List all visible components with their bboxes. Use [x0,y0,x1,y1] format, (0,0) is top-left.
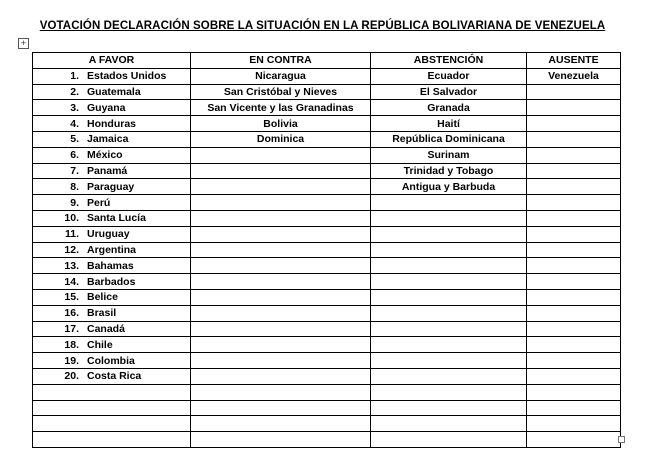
cell-ausente [527,131,621,147]
table-row [33,258,621,274]
cell-en-contra [191,384,371,400]
row-number: 16. [64,307,79,320]
cell-a-favor [33,195,191,211]
cell-en-contra [191,147,371,163]
row-number: 19. [64,354,79,367]
cell-ausente [527,258,621,274]
cell-ausente: Venezuela [527,68,621,84]
cell-ausente [527,432,621,448]
country-name: Chile [87,338,113,351]
cell-a-favor [33,68,191,84]
cell-ausente [527,274,621,290]
cell-en-contra [191,258,371,274]
cell-a-favor [33,258,191,274]
cell-a-favor [33,84,191,100]
cell-abstencion: Trinidad y Tobago [371,163,527,179]
row-number: 20. [64,370,79,383]
cell-en-contra [191,337,371,353]
cell-abstencion: Granada [371,100,527,116]
cell-en-contra [191,289,371,305]
cell-abstencion [371,337,527,353]
cell-en-contra: San Cristóbal y Nieves [191,84,371,100]
country-name: Bahamas [87,259,134,272]
cell-a-favor [33,368,191,384]
cell-a-favor [33,432,191,448]
row-number: 6. [70,149,79,162]
cell-abstencion [371,210,527,226]
cell-ausente [527,305,621,321]
cell-a-favor [33,147,191,163]
table-row [33,337,621,353]
cell-a-favor [33,337,191,353]
cell-abstencion: Surinam [371,147,527,163]
header-en-contra: EN CONTRA [191,53,371,69]
resize-handle[interactable] [618,436,625,443]
row-number: 13. [64,259,79,272]
cell-abstencion [371,432,527,448]
cell-a-favor [33,163,191,179]
cell-abstencion [371,305,527,321]
row-number: 4. [70,117,79,130]
table-row [33,100,621,116]
cell-abstencion [371,384,527,400]
country-name: Canadá [87,322,125,335]
cell-en-contra [191,195,371,211]
country-name: Panamá [87,164,128,177]
cell-ausente [527,195,621,211]
row-number: 8. [70,180,79,193]
cell-abstencion: Ecuador [371,68,527,84]
country-name: Santa Lucía [87,212,146,225]
cell-en-contra [191,353,371,369]
cell-a-favor [33,353,191,369]
cell-a-favor [33,305,191,321]
cell-en-contra: Bolivia [191,116,371,132]
cell-a-favor [33,289,191,305]
cell-ausente [527,116,621,132]
table-row [33,368,621,384]
row-number: 9. [70,196,79,209]
row-number: 2. [70,85,79,98]
cell-abstencion [371,274,527,290]
row-number: 7. [70,164,79,177]
cell-en-contra [191,226,371,242]
table-row [33,432,621,448]
header-a-favor: A FAVOR [33,53,191,69]
table-row [33,163,621,179]
cell-a-favor [33,384,191,400]
country-name: Argentina [87,243,137,256]
row-number: 3. [70,101,79,114]
cell-a-favor [33,274,191,290]
cell-abstencion [371,368,527,384]
cell-abstencion [371,195,527,211]
cell-ausente [527,242,621,258]
cell-ausente [527,289,621,305]
table-row [33,147,621,163]
row-number: 5. [70,133,79,146]
table-row [33,131,621,147]
cell-en-contra [191,163,371,179]
cell-abstencion: El Salvador [371,84,527,100]
row-number: 18. [64,338,79,351]
cell-a-favor [33,116,191,132]
cell-a-favor [33,321,191,337]
document-title: VOTACIÓN DECLARACIÓN SOBRE LA SITUACIÓN EN LA REPÚBLICA BOLIVARIANA DE VENEZUELA [39,20,606,32]
table-row [33,400,621,416]
cell-abstencion [371,242,527,258]
country-name: Paraguay [87,180,135,193]
cell-a-favor [33,100,191,116]
table-row [33,210,621,226]
cell-abstencion: República Dominicana [371,131,527,147]
cell-a-favor [33,131,191,147]
cell-abstencion [371,289,527,305]
country-name: Honduras [87,117,137,130]
header-ausente: AUSENTE [527,53,621,69]
cell-ausente [527,337,621,353]
country-name: Guyana [87,101,126,114]
row-number: 17. [64,322,79,335]
cell-a-favor [33,400,191,416]
cell-en-contra [191,432,371,448]
cell-abstencion [371,416,527,432]
country-name: Uruguay [87,228,130,241]
cell-ausente [527,100,621,116]
cell-ausente [527,163,621,179]
table-row [33,289,621,305]
cell-a-favor [33,179,191,195]
table-row [33,353,621,369]
cell-abstencion [371,353,527,369]
cell-ausente [527,321,621,337]
table-row [33,321,621,337]
cell-ausente [527,226,621,242]
country-name: Belice [87,291,118,304]
cell-abstencion [371,321,527,337]
country-name: Brasil [87,307,117,320]
country-name: Colombia [87,354,135,367]
cell-abstencion [371,400,527,416]
row-number: 14. [64,275,79,288]
cell-a-favor [33,210,191,226]
country-name: México [87,149,123,162]
country-name: Perú [87,196,111,209]
table-row [33,242,621,258]
row-number: 11. [64,228,79,241]
cell-en-contra [191,368,371,384]
table-row [33,416,621,432]
cell-a-favor [33,226,191,242]
header-row [33,53,621,69]
table-row [33,195,621,211]
table-row [33,226,621,242]
cell-ausente [527,147,621,163]
cell-en-contra [191,305,371,321]
cell-a-favor [33,242,191,258]
cell-ausente [527,210,621,226]
table-row [33,68,621,84]
cell-en-contra: San Vicente y las Granadinas [191,100,371,116]
votes-table [32,52,621,448]
cell-en-contra [191,274,371,290]
table-row [33,384,621,400]
table-row [33,116,621,132]
cell-ausente [527,353,621,369]
cell-ausente [527,416,621,432]
cell-ausente [527,84,621,100]
cell-en-contra [191,400,371,416]
cell-en-contra [191,210,371,226]
cell-ausente [527,179,621,195]
row-number: 1. [70,70,79,83]
cell-en-contra [191,321,371,337]
move-handle-icon[interactable]: + [18,38,29,49]
table-row [33,179,621,195]
table-row [33,305,621,321]
cell-ausente [527,400,621,416]
cell-abstencion: Antigua y Barbuda [371,179,527,195]
country-name: Guatemala [87,85,141,98]
table-row [33,84,621,100]
row-number: 12. [64,243,79,256]
cell-en-contra: Dominica [191,131,371,147]
cell-en-contra [191,416,371,432]
cell-ausente [527,368,621,384]
cell-en-contra [191,242,371,258]
cell-en-contra: Nicaragua [191,68,371,84]
cell-a-favor [33,416,191,432]
cell-abstencion: Haití [371,116,527,132]
cell-en-contra [191,179,371,195]
row-number: 10. [64,212,79,225]
cell-abstencion [371,258,527,274]
table-row [33,274,621,290]
country-name: Estados Unidos [87,70,167,83]
cell-abstencion [371,226,527,242]
header-abstencion: ABSTENCIÓN [371,53,527,69]
cell-ausente [527,384,621,400]
row-number: 15. [64,291,79,304]
country-name: Barbados [87,275,136,288]
country-name: Jamaica [87,133,129,146]
country-name: Costa Rica [87,370,142,383]
